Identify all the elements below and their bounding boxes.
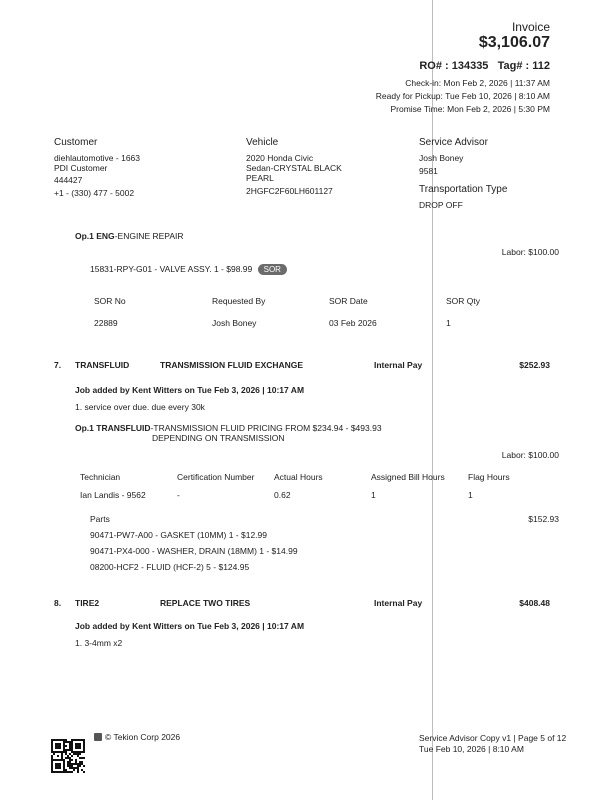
- vehicle-color: PEARL: [246, 173, 274, 183]
- vehicle-vin: 2HGFC2F60LH601127: [246, 186, 333, 196]
- sor-header-date: SOR Date: [329, 296, 368, 306]
- vehicle-trim: Sedan-CRYSTAL BLACK: [246, 163, 342, 173]
- job7-number: 7.: [54, 360, 62, 370]
- sor-cell-qty: 1: [446, 318, 451, 328]
- vehicle-heading: Vehicle: [246, 137, 279, 148]
- promise-time: Promise Time: Mon Feb 2, 2026 | 5:30 PM: [390, 104, 550, 114]
- job7-pay-type: Internal Pay: [374, 360, 423, 370]
- sor-cell-requested: Josh Boney: [212, 318, 257, 328]
- op1-part: 15831-RPY-G01 - VALVE ASSY. 1 - $98.99: [90, 264, 253, 274]
- tech-cell-bill: 1: [371, 490, 376, 500]
- part-item: 90471-PX4-000 - WASHER, DRAIN (18MM) 1 - $14.99: [90, 546, 298, 556]
- op1-part-line: [90, 264, 287, 275]
- parts-label: Parts: [90, 514, 110, 524]
- job7-op-title: Op.1 TRANSFLUID: [75, 423, 151, 433]
- advisor-name: Josh Boney: [419, 153, 464, 163]
- job7-amount: $252.93: [519, 360, 550, 370]
- customer-name: diehlautomotive - 1663: [54, 153, 141, 163]
- tech-header-flag: Flag Hours: [468, 472, 510, 482]
- advisor-id: 9581: [419, 166, 438, 176]
- job8-name: REPLACE TWO TIRES: [160, 598, 251, 608]
- document-label: Invoice: [511, 20, 550, 34]
- part-item: 08200-HCF2 - FLUID (HCF-2) 5 - $124.95: [90, 562, 250, 572]
- footer-copy-page: Service Advisor Copy v1 | Page 5 of 12: [419, 733, 567, 743]
- parts-total: $152.93: [528, 514, 559, 524]
- transport-type: DROP OFF: [419, 200, 463, 210]
- tech-header-cert: Certification Number: [177, 472, 255, 482]
- customer-phone: +1 - (330) 477 - 5002: [54, 188, 135, 198]
- tech-header-name: Technician: [80, 472, 121, 482]
- customer-id: 444427: [54, 175, 83, 185]
- footer-date: Tue Feb 10, 2026 | 8:10 AM: [419, 744, 524, 754]
- sor-header-qty: SOR Qty: [446, 296, 481, 306]
- job7-op-line: [75, 423, 382, 433]
- ro-number: RO# : 134335: [419, 60, 489, 72]
- tech-cell-actual: 0.62: [274, 490, 291, 500]
- tech-cell-name: Ian Landis - 9562: [80, 490, 146, 500]
- job8-code: TIRE2: [75, 598, 100, 608]
- tech-header-actual: Actual Hours: [274, 472, 323, 482]
- sor-header-no: SOR No: [94, 296, 126, 306]
- ready-time: Ready for Pickup: Tue Feb 10, 2026 | 8:10 AM: [375, 91, 550, 101]
- job7-op-desc: -TRANSMISSION FLUID PRICING FROM $234.94 - $493.93: [150, 423, 382, 433]
- job7-name: TRANSMISSION FLUID EXCHANGE: [160, 360, 304, 370]
- tech-header-bill: Assigned Bill Hours: [371, 472, 445, 482]
- sor-cell-date: 03 Feb 2026: [329, 318, 377, 328]
- job7-labor: Labor: $100.00: [501, 450, 559, 460]
- transport-heading: Transportation Type: [419, 184, 508, 195]
- job7-op-desc-cont: DEPENDING ON TRANSMISSION: [152, 433, 285, 443]
- op1-desc: -ENGINE REPAIR: [114, 231, 184, 241]
- sor-badge: SOR: [258, 264, 287, 275]
- vehicle-model: 2020 Honda Civic: [246, 153, 314, 163]
- job8-added-by: Job added by Kent Witters on Tue Feb 3, 2026 | 10:17 AM: [75, 621, 305, 631]
- job7-added-by: Job added by Kent Witters on Tue Feb 3, 2026 | 10:17 AM: [75, 385, 305, 395]
- scan-artifact-line: [432, 0, 433, 800]
- tag-number: Tag# : 112: [497, 60, 550, 72]
- op1-title: Op.1 ENG: [75, 231, 115, 241]
- job8-number: 8.: [54, 598, 62, 608]
- tekion-logo-icon: [94, 733, 102, 741]
- footer-copyright: © Tekion Corp 2026: [105, 732, 181, 742]
- job8-note: 1. 3-4mm x2: [75, 638, 123, 648]
- advisor-heading: Service Advisor: [419, 137, 488, 148]
- customer-heading: Customer: [54, 137, 98, 148]
- sor-header-requested: Requested By: [212, 296, 266, 306]
- job7-note: 1. service over due. due every 30k: [75, 402, 205, 412]
- ro-tag-line: [419, 60, 550, 72]
- job8-pay-type: Internal Pay: [374, 598, 423, 608]
- tech-cell-flag: 1: [468, 490, 473, 500]
- part-item: 90471-PW7-A00 - GASKET (10MM) 1 - $12.99: [90, 530, 268, 540]
- qr-code-icon: [51, 739, 85, 773]
- job8-amount: $408.48: [519, 598, 550, 608]
- job7-code: TRANSFLUID: [75, 360, 130, 370]
- op1-labor: Labor: $100.00: [501, 247, 559, 257]
- sor-cell-no: 22889: [94, 318, 118, 328]
- tech-cell-cert: -: [177, 490, 180, 500]
- checkin-time: Check-in: Mon Feb 2, 2026 | 11:37 AM: [405, 78, 550, 88]
- customer-type: PDI Customer: [54, 163, 108, 173]
- op1-title-line: [75, 231, 183, 241]
- invoice-total: $3,106.07: [478, 34, 550, 51]
